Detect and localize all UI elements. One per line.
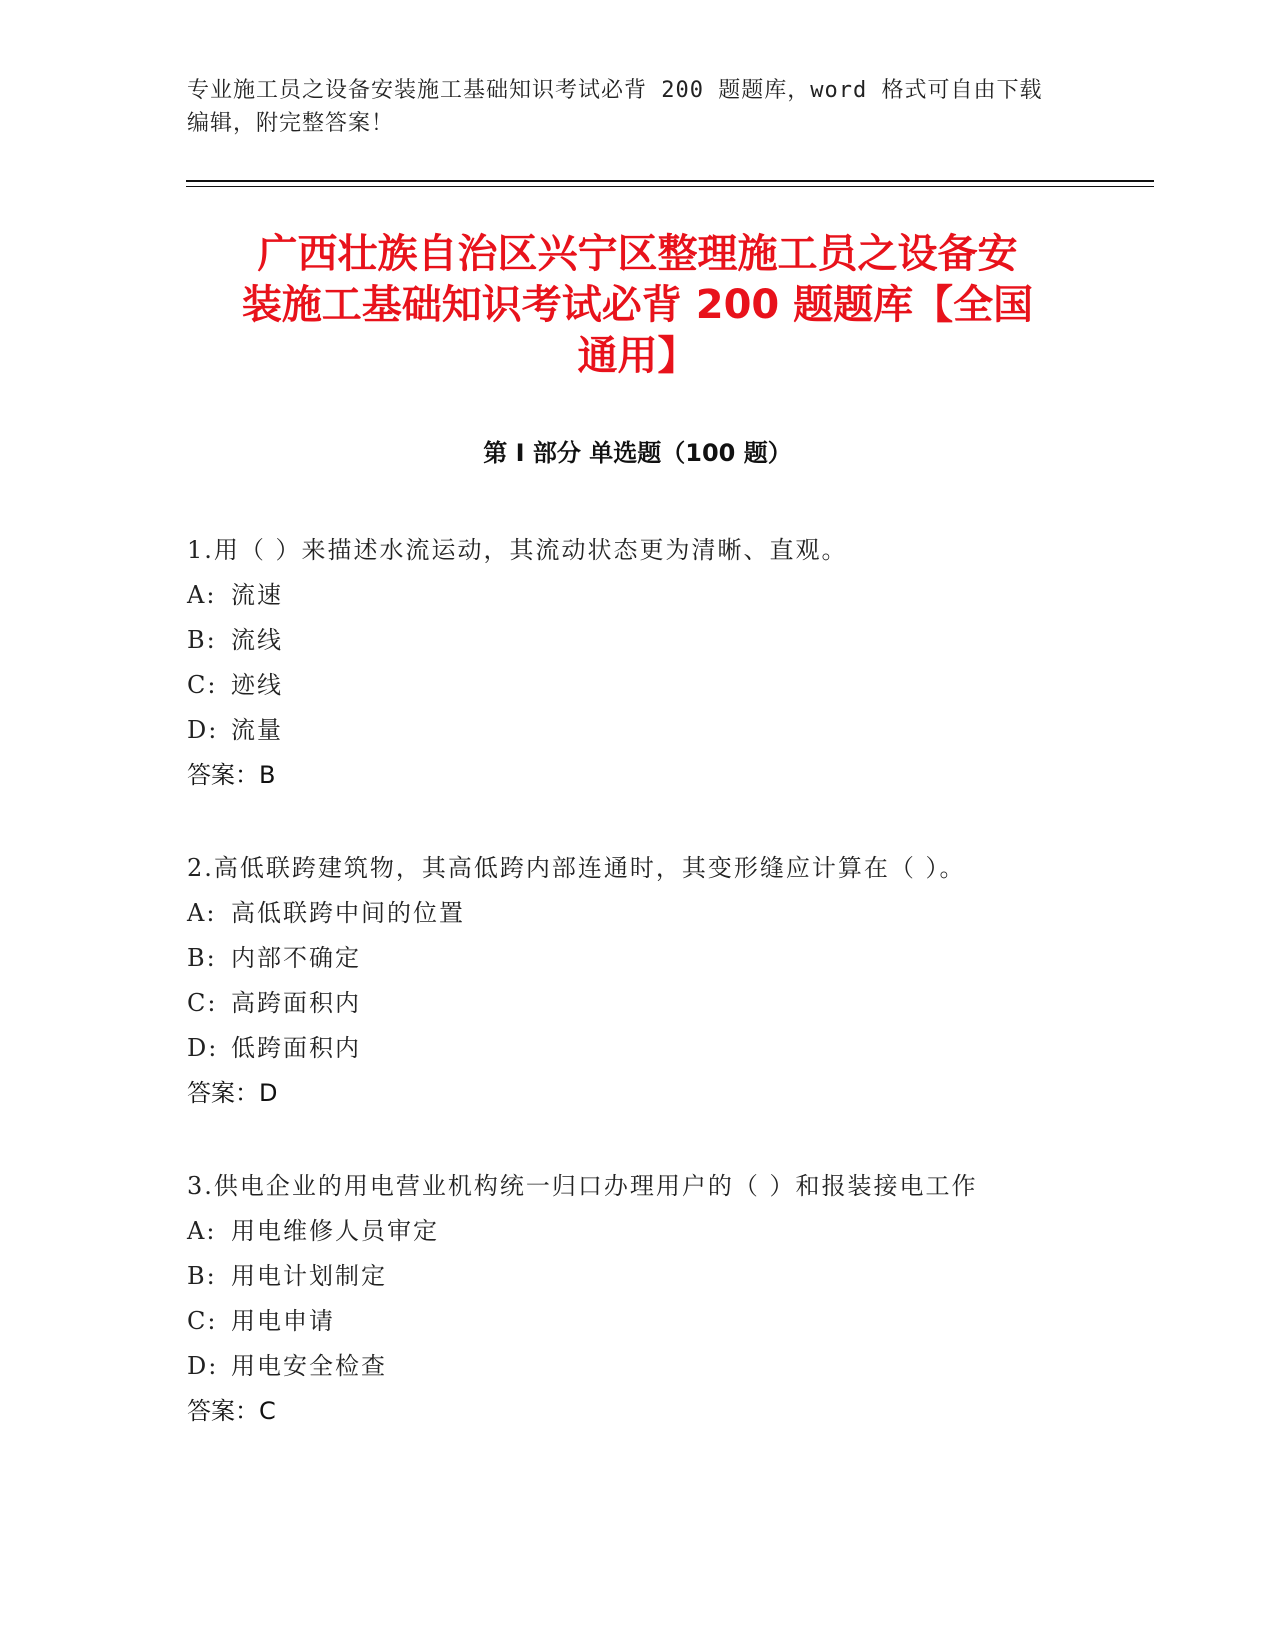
option-d xyxy=(187,708,1147,753)
answer-line: 答案：B xyxy=(187,761,276,789)
document-title-line-2: 装施工基础知识考试必背 200 题题库【全国 xyxy=(241,282,1034,328)
answer-line: 答案：C xyxy=(187,1397,276,1425)
question-3 xyxy=(187,1164,1147,1434)
option-text: 流量 xyxy=(231,716,283,744)
option-d xyxy=(187,1026,1147,1071)
option-c xyxy=(187,981,1147,1026)
option-key: C: xyxy=(187,1307,218,1335)
option-key: D: xyxy=(187,1034,219,1062)
question-1 xyxy=(187,528,1147,798)
option-text: 用电申请 xyxy=(231,1307,335,1335)
option-key: C: xyxy=(187,671,218,699)
header-note xyxy=(187,74,1087,140)
option-key: B: xyxy=(187,1262,217,1290)
answer-line: 答案：D xyxy=(187,1079,278,1107)
question-stem: 2.高低联跨建筑物，其高低跨内部连通时，其变形缝应计算在（ ）。 xyxy=(187,854,966,882)
option-text: 流线 xyxy=(231,626,283,654)
document-title-line-1: 广西壮族自治区兴宁区整理施工员之设备安 xyxy=(257,231,1018,277)
option-key: D: xyxy=(187,716,219,744)
option-text: 用电维修人员审定 xyxy=(231,1217,439,1245)
header-divider-thin xyxy=(186,186,1154,187)
header-note-line-2: 编辑，附完整答案！ xyxy=(187,111,395,136)
section-title: 第 I 部分 单选题（100 题） xyxy=(483,439,792,467)
option-key: B: xyxy=(187,944,217,972)
question-2 xyxy=(187,846,1147,1116)
option-text: 高低联跨中间的位置 xyxy=(231,899,465,927)
document-title xyxy=(180,229,1095,382)
option-key: A: xyxy=(187,581,217,609)
option-key: C: xyxy=(187,989,218,1017)
header-note-line-1: 专业施工员之设备安装施工基础知识考试必背 200 题题库，word 格式可自由下载 xyxy=(187,78,1043,103)
option-key: B: xyxy=(187,626,217,654)
option-a xyxy=(187,1209,1147,1254)
question-stem: 1.用（ ）来描述水流运动，其流动状态更为清晰、直观。 xyxy=(187,536,848,564)
option-text: 流速 xyxy=(231,581,283,609)
question-stem: 3.供电企业的用电营业机构统一归口办理用户的（ ）和报装接电工作 xyxy=(187,1172,978,1200)
option-key: A: xyxy=(187,899,217,927)
option-text: 迹线 xyxy=(231,671,283,699)
option-key: A: xyxy=(187,1217,217,1245)
option-b xyxy=(187,618,1147,663)
option-b xyxy=(187,936,1147,981)
option-text: 高跨面积内 xyxy=(231,989,361,1017)
option-a xyxy=(187,891,1147,936)
option-c xyxy=(187,1299,1147,1344)
document-title-line-3: 通用】 xyxy=(577,333,698,379)
option-c xyxy=(187,663,1147,708)
option-a xyxy=(187,573,1147,618)
option-text: 低跨面积内 xyxy=(231,1034,361,1062)
option-text: 用电计划制定 xyxy=(231,1262,387,1290)
option-text: 内部不确定 xyxy=(231,944,361,972)
option-b xyxy=(187,1254,1147,1299)
option-d xyxy=(187,1344,1147,1389)
option-key: D: xyxy=(187,1352,219,1380)
header-divider-thick xyxy=(186,180,1154,182)
option-text: 用电安全检查 xyxy=(231,1352,387,1380)
